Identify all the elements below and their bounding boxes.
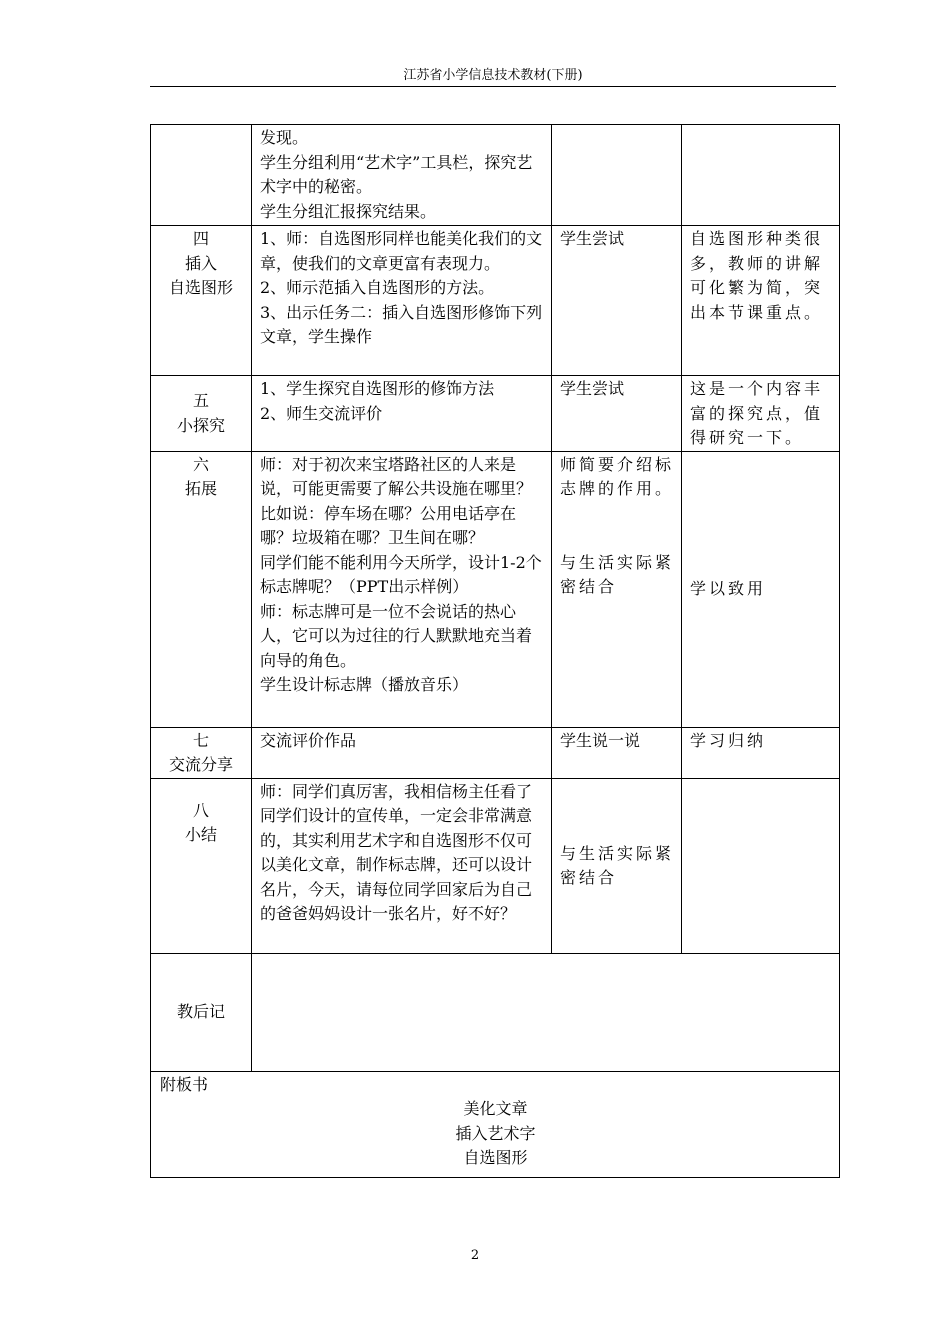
- process-text: 2、师生交流评价: [260, 403, 383, 423]
- method-cell: [552, 125, 682, 226]
- board-title: 附板书: [160, 1074, 209, 1094]
- board-line: 插入艺术字: [455, 1123, 536, 1143]
- process-cell: [252, 376, 552, 452]
- stage-cell: [151, 226, 252, 376]
- stage-cell: [151, 376, 252, 452]
- table-row: [151, 778, 840, 953]
- process-cell: [252, 778, 552, 953]
- process-cell: [252, 727, 552, 778]
- process-cell: [252, 451, 552, 727]
- process-text: 师：对于初次来宝塔路社区的人来是说，可能更需要了解公共设施在哪里？比如说：停车场在哪？公用电话亭在哪？垃圾箱在哪？卫生间在哪？: [260, 454, 533, 547]
- process-text: 2、师示范插入自选图形的方法。: [260, 278, 495, 297]
- reflection-label-cell: [151, 953, 252, 1071]
- method-cell: [552, 226, 682, 376]
- stage-number: 四: [192, 229, 209, 248]
- table-row: [151, 451, 840, 727]
- process-text: 发现。: [260, 128, 309, 147]
- stage-title: 插入: [184, 253, 217, 273]
- table-row: [151, 125, 840, 226]
- process-text: 师：同学们真厉害，我相信杨主任看了同学们设计的宣传单，一定会非常满意的，其实利用艺术字和自选图形不仅可以美化文章，制作标志牌，还可以设计名片，今天，请每位同学回家后为自己的爸爸妈妈设计一张名片，好不好？: [260, 781, 533, 923]
- stage-number: 八: [192, 800, 209, 820]
- note-text: 学习归纳: [690, 730, 767, 750]
- note-cell: [682, 451, 840, 727]
- stage-cell: [151, 125, 252, 226]
- stage-title: 小探究: [176, 415, 225, 435]
- process-cell: [252, 125, 552, 226]
- note-text: 自选图形种类很多，教师的讲解可化繁为简，突出本节课重点。: [690, 229, 824, 322]
- process-cell: [252, 226, 552, 376]
- page-header: 江苏省小学信息技术教材(下册): [150, 66, 836, 87]
- process-text: 交流评价作品: [260, 730, 357, 750]
- method-cell: [552, 727, 682, 778]
- table-row: [151, 727, 840, 778]
- stage-title: 拓展: [184, 479, 217, 498]
- process-text: 1、学生探究自选图形的修饰方法: [260, 379, 495, 398]
- stage-title: 小结: [184, 825, 217, 844]
- note-cell: [682, 226, 840, 376]
- reflection-cell: [252, 953, 840, 1071]
- method-text: 与生活实际紧密结合: [560, 552, 675, 596]
- table-row: [151, 376, 840, 452]
- method-text: 与生活实际紧密结合: [560, 843, 675, 887]
- method-cell: [552, 451, 682, 727]
- note-cell: [682, 727, 840, 778]
- method-text: 学生尝试: [560, 229, 625, 248]
- process-text: 学生设计标志牌（播放音乐）: [260, 675, 469, 694]
- board-cell: [151, 1071, 840, 1177]
- lesson-plan-table: [150, 124, 840, 1178]
- table-row: [151, 226, 840, 376]
- process-text: 同学们能不能利用今天所学，设计1-2个标志牌呢？（PPT出示样例）: [260, 552, 542, 596]
- method-text: 师简要介绍标志牌的作用。: [560, 454, 675, 498]
- stage-title: 交流分享: [168, 755, 233, 774]
- process-text: 学生分组利用“艺术字”工具栏，探究艺术字中的秘密。: [260, 152, 533, 196]
- stage-number: 六: [192, 454, 209, 474]
- process-text: 师：标志牌可是一位不会说话的热心人，它可以为过往的行人默默地充当着向导的角色。: [260, 601, 533, 670]
- process-text: 1、师：自选图形同样也能美化我们的文章，使我们的文章更富有表现力。: [260, 229, 543, 273]
- stage-cell: [151, 727, 252, 778]
- method-cell: [552, 376, 682, 452]
- method-cell: [552, 778, 682, 953]
- note-cell: [682, 778, 840, 953]
- note-cell: [682, 125, 840, 226]
- stage-number: 五: [192, 391, 209, 411]
- method-text: 学生尝试: [560, 379, 625, 398]
- method-text: 学生说一说: [560, 730, 641, 750]
- stage-cell: [151, 778, 252, 953]
- process-text: 3、出示任务二：插入自选图形修饰下列文章，学生操作: [260, 302, 543, 346]
- note-cell: [682, 376, 840, 452]
- note-text: 这是一个内容丰富的探究点，值得研究一下。: [690, 379, 824, 447]
- table-row: [151, 1071, 840, 1177]
- page-number: 2: [470, 1248, 480, 1263]
- board-line: 自选图形: [463, 1148, 528, 1167]
- board-line: 美化文章: [463, 1099, 528, 1118]
- note-text: 学以致用: [690, 579, 767, 599]
- process-text: 学生分组汇报探究结果。: [260, 201, 437, 221]
- stage-title: 自选图形: [168, 278, 233, 297]
- reflection-label: 教后记: [176, 1002, 225, 1022]
- stage-number: 七: [192, 730, 209, 750]
- stage-cell: [151, 451, 252, 727]
- table-row: [151, 953, 840, 1071]
